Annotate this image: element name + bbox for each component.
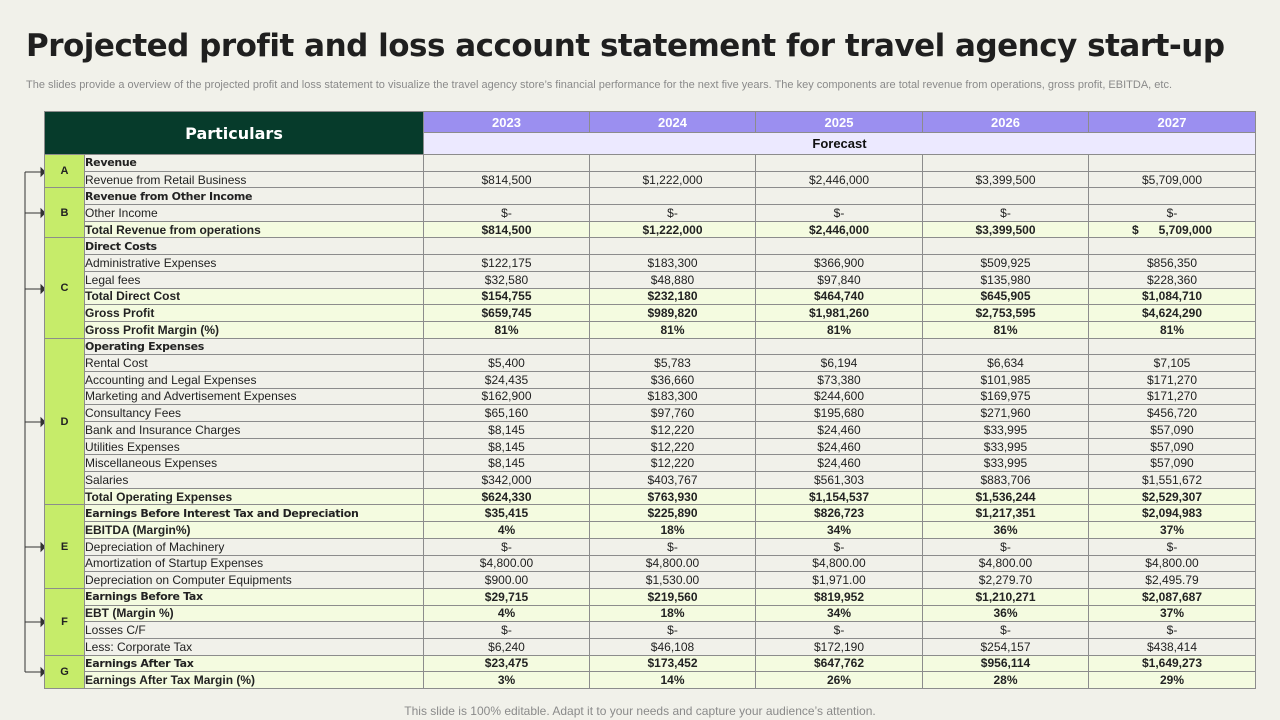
row-label: Marketing and Advertisement Expenses xyxy=(85,388,424,405)
row-label: Direct Costs xyxy=(85,238,424,255)
value-cell: $122,175 xyxy=(424,255,590,272)
table-row xyxy=(45,205,1256,222)
value-cell: $2,446,000 xyxy=(756,171,923,188)
table-row xyxy=(45,638,1256,655)
value-cell: $225,890 xyxy=(590,505,756,522)
value-cell: $464,740 xyxy=(756,288,923,305)
section-marker: F xyxy=(45,588,85,655)
page-title: Projected profit and loss account statement for travel agency start-up xyxy=(26,28,1225,64)
value-cell xyxy=(923,155,1089,172)
value-cell: $271,960 xyxy=(923,405,1089,422)
value-cell: $- xyxy=(756,205,923,222)
value-cell: $2,495.79 xyxy=(1089,572,1256,589)
value-cell xyxy=(424,188,590,205)
value-cell xyxy=(590,155,756,172)
value-cell: $48,880 xyxy=(590,271,756,288)
table-row xyxy=(45,488,1256,505)
value-cell: $1,222,000 xyxy=(590,171,756,188)
value-cell: $1,971.00 xyxy=(756,572,923,589)
value-cell: $856,350 xyxy=(1089,255,1256,272)
table-row xyxy=(45,155,1256,172)
table-row xyxy=(45,622,1256,639)
table-row xyxy=(45,455,1256,472)
table-row xyxy=(45,371,1256,388)
value-cell: $- xyxy=(590,205,756,222)
value-cell: $244,600 xyxy=(756,388,923,405)
value-cell: $171,270 xyxy=(1089,388,1256,405)
value-cell: 81% xyxy=(590,321,756,338)
value-cell: $46,108 xyxy=(590,638,756,655)
value-cell: $4,800.00 xyxy=(424,555,590,572)
value-cell: $4,624,290 xyxy=(1089,305,1256,322)
value-cell: $509,925 xyxy=(923,255,1089,272)
table-row xyxy=(45,572,1256,589)
value-cell: $5,400 xyxy=(424,355,590,372)
value-cell: $- xyxy=(424,538,590,555)
table-row xyxy=(45,588,1256,605)
row-label: EBT (Margin %) xyxy=(85,605,424,622)
row-label: Revenue from Retail Business xyxy=(85,171,424,188)
row-label: Earnings After Tax xyxy=(85,655,424,672)
row-label: Consultancy Fees xyxy=(85,405,424,422)
value-cell: $956,114 xyxy=(923,655,1089,672)
value-cell: $- xyxy=(923,538,1089,555)
row-label: Operating Expenses xyxy=(85,338,424,355)
value-cell: $7,105 xyxy=(1089,355,1256,372)
value-cell: $900.00 xyxy=(424,572,590,589)
value-cell: $2,087,687 xyxy=(1089,588,1256,605)
table-row xyxy=(45,321,1256,338)
value-cell xyxy=(590,238,756,255)
value-cell: $814,500 xyxy=(424,171,590,188)
row-label: Administrative Expenses xyxy=(85,255,424,272)
row-label: Accounting and Legal Expenses xyxy=(85,371,424,388)
arrow-e-icon xyxy=(25,543,45,551)
value-cell: 3% xyxy=(424,672,590,689)
row-label: Depreciation on Computer Equipments xyxy=(85,572,424,589)
year-header: 2023 xyxy=(424,112,590,133)
value-cell: $- xyxy=(756,622,923,639)
row-label: Total Operating Expenses xyxy=(85,488,424,505)
value-cell: 81% xyxy=(424,321,590,338)
row-label: Other Income xyxy=(85,205,424,222)
value-cell: $195,680 xyxy=(756,405,923,422)
arrow-b-icon xyxy=(25,209,45,217)
value-cell: $819,952 xyxy=(756,588,923,605)
value-cell xyxy=(424,155,590,172)
value-cell: 81% xyxy=(1089,321,1256,338)
value-cell: 18% xyxy=(590,522,756,539)
arrow-g-icon xyxy=(25,668,45,676)
row-label: Amortization of Startup Expenses xyxy=(85,555,424,572)
value-cell: 34% xyxy=(756,522,923,539)
value-cell: $135,980 xyxy=(923,271,1089,288)
value-cell: $12,220 xyxy=(590,455,756,472)
value-cell xyxy=(1089,238,1256,255)
row-label: Miscellaneous Expenses xyxy=(85,455,424,472)
row-label: Utilities Expenses xyxy=(85,438,424,455)
value-cell xyxy=(1089,155,1256,172)
row-label: Less: Corporate Tax xyxy=(85,638,424,655)
row-label: Earnings After Tax Margin (%) xyxy=(85,672,424,689)
value-cell: 4% xyxy=(424,605,590,622)
value-cell: $403,767 xyxy=(590,472,756,489)
value-cell: $- xyxy=(756,538,923,555)
value-cell xyxy=(923,188,1089,205)
value-cell: 81% xyxy=(756,321,923,338)
value-cell: $- xyxy=(590,538,756,555)
arrow-a-icon xyxy=(25,168,45,176)
value-cell: $4,800.00 xyxy=(590,555,756,572)
value-cell: 28% xyxy=(923,672,1089,689)
table-row xyxy=(45,422,1256,439)
row-label: Earnings Before Interest Tax and Depreciation xyxy=(85,505,424,522)
value-cell: $33,995 xyxy=(923,438,1089,455)
value-cell: $4,800.00 xyxy=(923,555,1089,572)
footer-note: This slide is 100% editable. Adapt it to your needs and capture your audience’s attention. xyxy=(404,704,876,718)
value-cell xyxy=(756,188,923,205)
value-cell: $456,720 xyxy=(1089,405,1256,422)
value-cell: 81% xyxy=(923,321,1089,338)
value-cell: $2,446,000 xyxy=(756,221,923,238)
section-marker: A xyxy=(45,155,85,188)
value-cell: $ 5,709,000 xyxy=(1089,221,1256,238)
value-cell: $763,930 xyxy=(590,488,756,505)
row-label: Earnings Before Tax xyxy=(85,588,424,605)
table-row xyxy=(45,522,1256,539)
value-cell: $232,180 xyxy=(590,288,756,305)
value-cell: $814,500 xyxy=(424,221,590,238)
value-cell: $1,981,260 xyxy=(756,305,923,322)
section-marker: B xyxy=(45,188,85,238)
row-label: EBITDA (Margin%) xyxy=(85,522,424,539)
value-cell: $57,090 xyxy=(1089,422,1256,439)
value-cell: 14% xyxy=(590,672,756,689)
value-cell: $8,145 xyxy=(424,438,590,455)
table-row xyxy=(45,472,1256,489)
value-cell: $73,380 xyxy=(756,371,923,388)
value-cell: $647,762 xyxy=(756,655,923,672)
row-label: Gross Profit Margin (%) xyxy=(85,321,424,338)
value-cell: $24,435 xyxy=(424,371,590,388)
row-label: Total Direct Cost xyxy=(85,288,424,305)
table-row xyxy=(45,538,1256,555)
value-cell: $172,190 xyxy=(756,638,923,655)
value-cell: $2,753,595 xyxy=(923,305,1089,322)
value-cell xyxy=(590,188,756,205)
value-cell: $12,220 xyxy=(590,422,756,439)
table-body xyxy=(45,155,1256,689)
value-cell xyxy=(424,238,590,255)
value-cell: $4,800.00 xyxy=(1089,555,1256,572)
year-header: 2024 xyxy=(590,112,756,133)
value-cell: 37% xyxy=(1089,605,1256,622)
value-cell xyxy=(756,338,923,355)
value-cell: $- xyxy=(424,205,590,222)
value-cell: $342,000 xyxy=(424,472,590,489)
value-cell: $183,300 xyxy=(590,388,756,405)
value-cell: $1,649,273 xyxy=(1089,655,1256,672)
value-cell: $989,820 xyxy=(590,305,756,322)
table-row xyxy=(45,238,1256,255)
value-cell xyxy=(424,338,590,355)
row-label: Salaries xyxy=(85,472,424,489)
section-marker: G xyxy=(45,655,85,688)
value-cell: $24,460 xyxy=(756,455,923,472)
value-cell: $6,634 xyxy=(923,355,1089,372)
value-cell: $1,217,351 xyxy=(923,505,1089,522)
value-cell: $8,145 xyxy=(424,455,590,472)
value-cell xyxy=(590,338,756,355)
value-cell: $- xyxy=(590,622,756,639)
section-marker: C xyxy=(45,238,85,338)
value-cell: $1,154,537 xyxy=(756,488,923,505)
table-row xyxy=(45,305,1256,322)
value-cell: $366,900 xyxy=(756,255,923,272)
value-cell xyxy=(756,155,923,172)
value-cell xyxy=(923,338,1089,355)
table-row xyxy=(45,288,1256,305)
value-cell: $12,220 xyxy=(590,438,756,455)
table-row xyxy=(45,555,1256,572)
year-header: 2027 xyxy=(1089,112,1256,133)
value-cell: $- xyxy=(1089,538,1256,555)
row-label: Depreciation of Machinery xyxy=(85,538,424,555)
value-cell: 36% xyxy=(923,522,1089,539)
value-cell: $254,157 xyxy=(923,638,1089,655)
value-cell: $826,723 xyxy=(756,505,923,522)
value-cell: 36% xyxy=(923,605,1089,622)
value-cell: $1,551,672 xyxy=(1089,472,1256,489)
value-cell: $24,460 xyxy=(756,438,923,455)
row-label: Bank and Insurance Charges xyxy=(85,422,424,439)
value-cell: $2,529,307 xyxy=(1089,488,1256,505)
table-row xyxy=(45,605,1256,622)
arrow-c-icon xyxy=(25,285,45,293)
value-cell: $- xyxy=(923,622,1089,639)
value-cell: $228,360 xyxy=(1089,271,1256,288)
value-cell: $5,709,000 xyxy=(1089,171,1256,188)
value-cell: $57,090 xyxy=(1089,438,1256,455)
value-cell: $3,399,500 xyxy=(923,171,1089,188)
value-cell: $32,580 xyxy=(424,271,590,288)
value-cell: $33,995 xyxy=(923,455,1089,472)
row-label: Revenue from Other Income xyxy=(85,188,424,205)
value-cell: $- xyxy=(923,205,1089,222)
row-label: Legal fees xyxy=(85,271,424,288)
value-cell: 18% xyxy=(590,605,756,622)
value-cell xyxy=(756,238,923,255)
value-cell: $183,300 xyxy=(590,255,756,272)
value-cell: $561,303 xyxy=(756,472,923,489)
value-cell: 26% xyxy=(756,672,923,689)
value-cell: $2,094,983 xyxy=(1089,505,1256,522)
value-cell: 37% xyxy=(1089,522,1256,539)
value-cell: $23,475 xyxy=(424,655,590,672)
table-row xyxy=(45,505,1256,522)
value-cell: $29,715 xyxy=(424,588,590,605)
table-row xyxy=(45,672,1256,689)
value-cell: $659,745 xyxy=(424,305,590,322)
arrow-f-icon xyxy=(25,618,45,626)
value-cell xyxy=(1089,188,1256,205)
value-cell: $4,800.00 xyxy=(756,555,923,572)
value-cell: $- xyxy=(1089,622,1256,639)
value-cell: $645,905 xyxy=(923,288,1089,305)
row-label: Rental Cost xyxy=(85,355,424,372)
value-cell: $883,706 xyxy=(923,472,1089,489)
table-row xyxy=(45,271,1256,288)
value-cell: $24,460 xyxy=(756,422,923,439)
value-cell: $438,414 xyxy=(1089,638,1256,655)
arrow-d-icon xyxy=(25,418,45,426)
particulars-header: Particulars xyxy=(45,112,424,155)
value-cell: 29% xyxy=(1089,672,1256,689)
value-cell: $154,755 xyxy=(424,288,590,305)
table-row xyxy=(45,355,1256,372)
value-cell: $33,995 xyxy=(923,422,1089,439)
table-row xyxy=(45,405,1256,422)
table-row xyxy=(45,388,1256,405)
value-cell: $35,415 xyxy=(424,505,590,522)
table-row xyxy=(45,188,1256,205)
value-cell: 34% xyxy=(756,605,923,622)
value-cell: $1,222,000 xyxy=(590,221,756,238)
value-cell: $169,975 xyxy=(923,388,1089,405)
table-row xyxy=(45,655,1256,672)
year-header: 2026 xyxy=(923,112,1089,133)
value-cell: $2,279.70 xyxy=(923,572,1089,589)
value-cell: $219,560 xyxy=(590,588,756,605)
table-row xyxy=(45,171,1256,188)
row-label: Losses C/F xyxy=(85,622,424,639)
section-marker: E xyxy=(45,505,85,588)
value-cell: $65,160 xyxy=(424,405,590,422)
value-cell: $6,240 xyxy=(424,638,590,655)
value-cell: $5,783 xyxy=(590,355,756,372)
value-cell: $3,399,500 xyxy=(923,221,1089,238)
value-cell: $6,194 xyxy=(756,355,923,372)
page-subtitle: The slides provide a overview of the projected profit and loss statement to visualize the travel agency store’s financial performance for the next five years. The key components are total revenue from operations, gross profit, EBITDA, etc. xyxy=(26,79,1172,91)
value-cell: $624,330 xyxy=(424,488,590,505)
value-cell: $171,270 xyxy=(1089,371,1256,388)
value-cell: $57,090 xyxy=(1089,455,1256,472)
value-cell: $101,985 xyxy=(923,371,1089,388)
section-marker: D xyxy=(45,338,85,505)
table-row xyxy=(45,438,1256,455)
value-cell xyxy=(1089,338,1256,355)
value-cell: $- xyxy=(1089,205,1256,222)
table-row xyxy=(45,221,1256,238)
value-cell: $1,536,244 xyxy=(923,488,1089,505)
value-cell: $1,084,710 xyxy=(1089,288,1256,305)
value-cell: 4% xyxy=(424,522,590,539)
value-cell: $1,210,271 xyxy=(923,588,1089,605)
row-label: Total Revenue from operations xyxy=(85,221,424,238)
value-cell: $97,760 xyxy=(590,405,756,422)
profit-loss-table xyxy=(44,111,1256,689)
table-row xyxy=(45,338,1256,355)
forecast-header: Forecast xyxy=(424,133,1256,155)
value-cell: $- xyxy=(424,622,590,639)
value-cell: $162,900 xyxy=(424,388,590,405)
row-label: Revenue xyxy=(85,155,424,172)
year-header: 2025 xyxy=(756,112,923,133)
value-cell: $8,145 xyxy=(424,422,590,439)
value-cell xyxy=(923,238,1089,255)
value-cell: $36,660 xyxy=(590,371,756,388)
value-cell: $97,840 xyxy=(756,271,923,288)
table-row xyxy=(45,255,1256,272)
value-cell: $173,452 xyxy=(590,655,756,672)
value-cell: $1,530.00 xyxy=(590,572,756,589)
row-label: Gross Profit xyxy=(85,305,424,322)
